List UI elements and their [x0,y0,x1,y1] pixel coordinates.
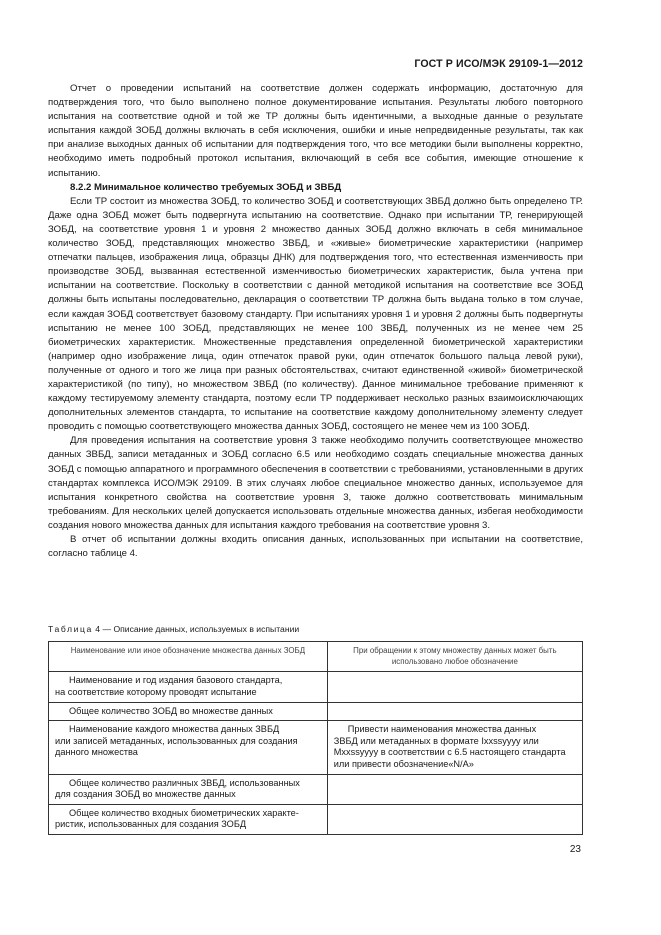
table-cell-value [327,774,582,804]
page-number: 23 [569,844,581,855]
table-cell-value: Привести наименования множества данных ЗВБД или метаданных в формате Ixxssyyyy или Mxxssyyyy в соответствии с 6.5 настоящего стандарта или привести обозначение«N/A» [327,721,582,774]
table-row [49,721,583,774]
table-header-name: Наименование или иное обозначение множества данных ЗОБД [49,642,328,672]
table-cell-name: Наименование каждого множества данных ЗВБД или записей метаданных, использованных для создания данного множества [49,721,328,774]
table-cell-name: Общее количество различных ЗВБД, использованных для создания ЗОБД во множестве данных [49,774,328,804]
table-caption-text: 4 — Описание данных, используемых в испытании [92,624,300,634]
table-header-row [49,642,583,672]
paragraph-report-data: В отчет об испытании должны входить описания данных, использованных при испытании на соответствие, согласно таблице 4. [48,534,583,560]
paragraph-minimum-count: Если ТР состоит из множества ЗОБД, то количество ЗОБД и соответствующих ЗВБД должно быть определено ТР. Даже одна ЗОБД может быть подвергнута испытанию на соответствие. Однако при испытании ТР, генерирующей ЗОБД, на соответствие уровня 1 и уровня 2 множество данных ЗОБД должно включать в себя минимальное количество ЗОБД, представляющих множество ЗВБД, и «живые» биометрические характеристики (например отпечатки пальцев, изображения лица, образцы ДНК) для подтверждения того, что естественная изменчивость при производстве ЗОБД, вызванная естественной изменчивостью биометрических характеристик, была учтена при испытании на соответствие. Поскольку в соответствии с данной методикой испытания на соответствие все ЗОБД должны быть испытаны последовательно, декларация о соответствии ТР должна быть выдана только в том случае, если каждая ЗОБД соответствует базовому стандарту. При испытаниях уровня 1 и уровня 2 должны быть подвергнуты испытанию не менее 100 ЗОБД, представляющих не менее 100 ЗВБД, полученных из не менее чем 25 биометрических характеристик. Множественные представления определенной биометрической характеристики (например одно изображение лица, один отпечаток правой руки, один отпечаток большого пальца левой руки), полученные от одного и того же лица при разных обстоятельствах, считают единственной «живой» биометрической характеристикой (по типу), но множеством ЗВБД (по количеству). Данное минимальное требование применяют к каждому тестируемому элементу стандарта, поэтому если ТР поддерживает несколько разных взаимоисключающих дополнительных элементов стандарта, то испытание на соответствие каждому дополнительному элементу следует проводить с помощью соответствующего множества данных ЗОБД, состоящего не менее чем из 100 ЗОБД. [48,195,583,433]
paragraph-report-info: Отчет о проведении испытаний на соответствие должен содержать информацию, достаточную для подтверждения того, что было выполнено полное документирование испытания. Результаты любого повторного испытания на соответствие одной и той же ТР должны быть идентичными, а выходные данные о результате испытания каждой ЗОБД должны включать в себя исключения, ошибки и иные непредвиденные результаты, так как при анализе выходных данных об испытании для подтверждения того, что все методики были выполнены корректно, необходимо иметь подробный протокол испытания, включающий в себя все события, имеющие отношение к испытанию. [48,83,583,179]
table-row [49,672,583,702]
table-cell-value [327,702,582,721]
body-text [48,82,583,561]
table-row [49,702,583,721]
table-cell-name: Общее количество входных биометрических характе- ристик, использованных для создания ЗОБД [49,804,328,834]
standard-header: ГОСТ Р ИСО/МЭК 29109-1—2012 [414,58,583,70]
table-cell-value [327,804,582,834]
table-cell-name: Наименование и год издания базового стандарта, на соответствие которому проводят испытание [49,672,328,702]
table-header-designation: При обращении к этому множеству данных может быть использовано любое обозначение [327,642,582,672]
table-cell-value [327,672,582,702]
data-description-table [48,641,583,835]
paragraph-level3: Для проведения испытания на соответствие уровня 3 также необходимо получить соответствующее множество данных ЗВБД, записи метаданных и ЗОБД согласно 6.5 или необходимо создать специальные множества данных ЗОБД с помощью аппаратного и программного обеспечения в соответствии с требованиями, установленными в других стандартах комплекса ИСО/МЭК 29109. В этих случаях любое специальное множество данных, используемое для испытания конкретного свойства на соответствие уровня 3, также должно соответствовать минимальным требованиям. Для нескольких целей допускается использовать отдельные множества данных, избегая необходимости создания нового множества данных для испытания каждого требования на соответствие уровня 3. [48,435,583,531]
table-cell-name: Общее количество ЗОБД во множестве данных [49,702,328,721]
table-caption-word: Таблица [48,624,93,634]
section-heading: 8.2.2 Минимальное количество требуемых ЗОБД и ЗВБД [70,181,342,193]
table-row [49,774,583,804]
table-caption [48,624,299,634]
table-row [49,804,583,834]
